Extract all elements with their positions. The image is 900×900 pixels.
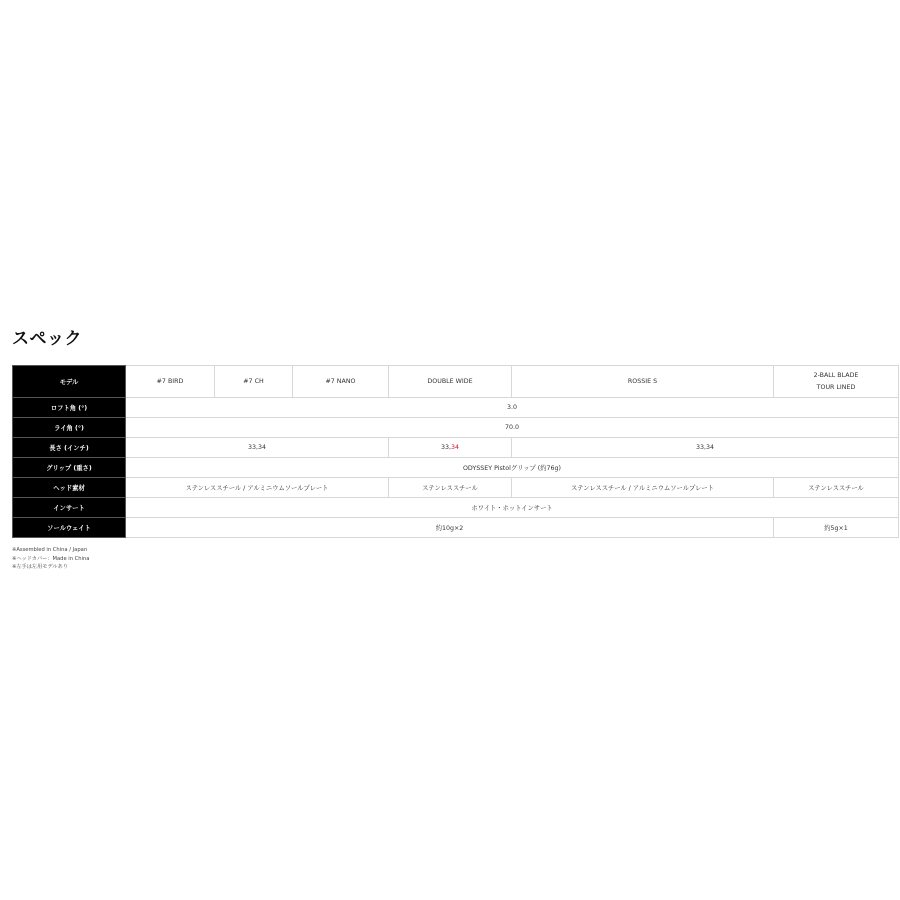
footnote: ※ヘッドカバー：Made in China: [12, 555, 90, 562]
head-material-group3: ステンレススチール / アルミニウムソールプレート: [512, 478, 774, 498]
length-value-group3: 33,34: [512, 438, 899, 458]
grip-row: [13, 458, 899, 478]
footnote: ※左手は左用モデルあり: [12, 564, 68, 570]
lie-row: [13, 418, 899, 438]
row-label-head-material: ヘッド素材: [13, 478, 126, 498]
loft-row: [13, 398, 899, 418]
sole-weight-last: 約5g×1: [774, 518, 899, 538]
length-highlight: 34: [451, 444, 460, 451]
loft-value: 3.0: [126, 398, 899, 418]
head-material-last: ステンレススチール: [774, 478, 899, 498]
head-material-double-wide: ステンレススチール: [389, 478, 512, 498]
row-label-insert: インサート: [13, 498, 126, 518]
model-last-line2: TOUR LINED: [816, 383, 856, 391]
grip-value: ODYSSEY Pistolグリップ (約76g): [126, 458, 899, 478]
row-label-length: 長さ (インチ): [13, 438, 126, 458]
sole-weight-main: 約10g×2: [126, 518, 774, 538]
model-row: [13, 366, 899, 398]
head-material-group1: ステンレススチール / アルミニウムソールプレート: [126, 478, 389, 498]
row-label-loft: ロフト角 (°): [13, 398, 126, 418]
row-label-sole-weight: ソールウェイト: [13, 518, 126, 538]
footnotes: [12, 546, 90, 572]
model-cell-rossie-s: ROSSIE S: [512, 366, 774, 398]
model-cell-double-wide: DOUBLE WIDE: [389, 366, 512, 398]
row-label-lie: ライ角 (°): [13, 418, 126, 438]
length-value-double-wide: [389, 438, 512, 458]
model-cell-7-nano: #7 NANO: [293, 366, 389, 398]
footnote: ※Assembled in China / Japan: [12, 547, 88, 553]
model-cell-2-ball-blade: [774, 366, 899, 398]
page-title: スペック: [12, 329, 82, 349]
sole-weight-row: [13, 518, 899, 538]
insert-value: ホワイト・ホットインサート: [126, 498, 899, 518]
insert-row: [13, 498, 899, 518]
lie-value: 70.0: [126, 418, 899, 438]
row-label-grip: グリップ (重さ): [13, 458, 126, 478]
head-material-row: [13, 478, 899, 498]
model-cell-7-bird: #7 BIRD: [126, 366, 215, 398]
length-prefix: 33,: [440, 444, 451, 451]
length-value-group1: 33,34: [126, 438, 389, 458]
row-label-model: モデル: [13, 366, 126, 398]
length-row: [13, 438, 899, 458]
model-last-line1: 2-BALL BLADE: [813, 371, 859, 379]
model-cell-7-ch: #7 CH: [215, 366, 293, 398]
spec-table: [12, 365, 899, 538]
